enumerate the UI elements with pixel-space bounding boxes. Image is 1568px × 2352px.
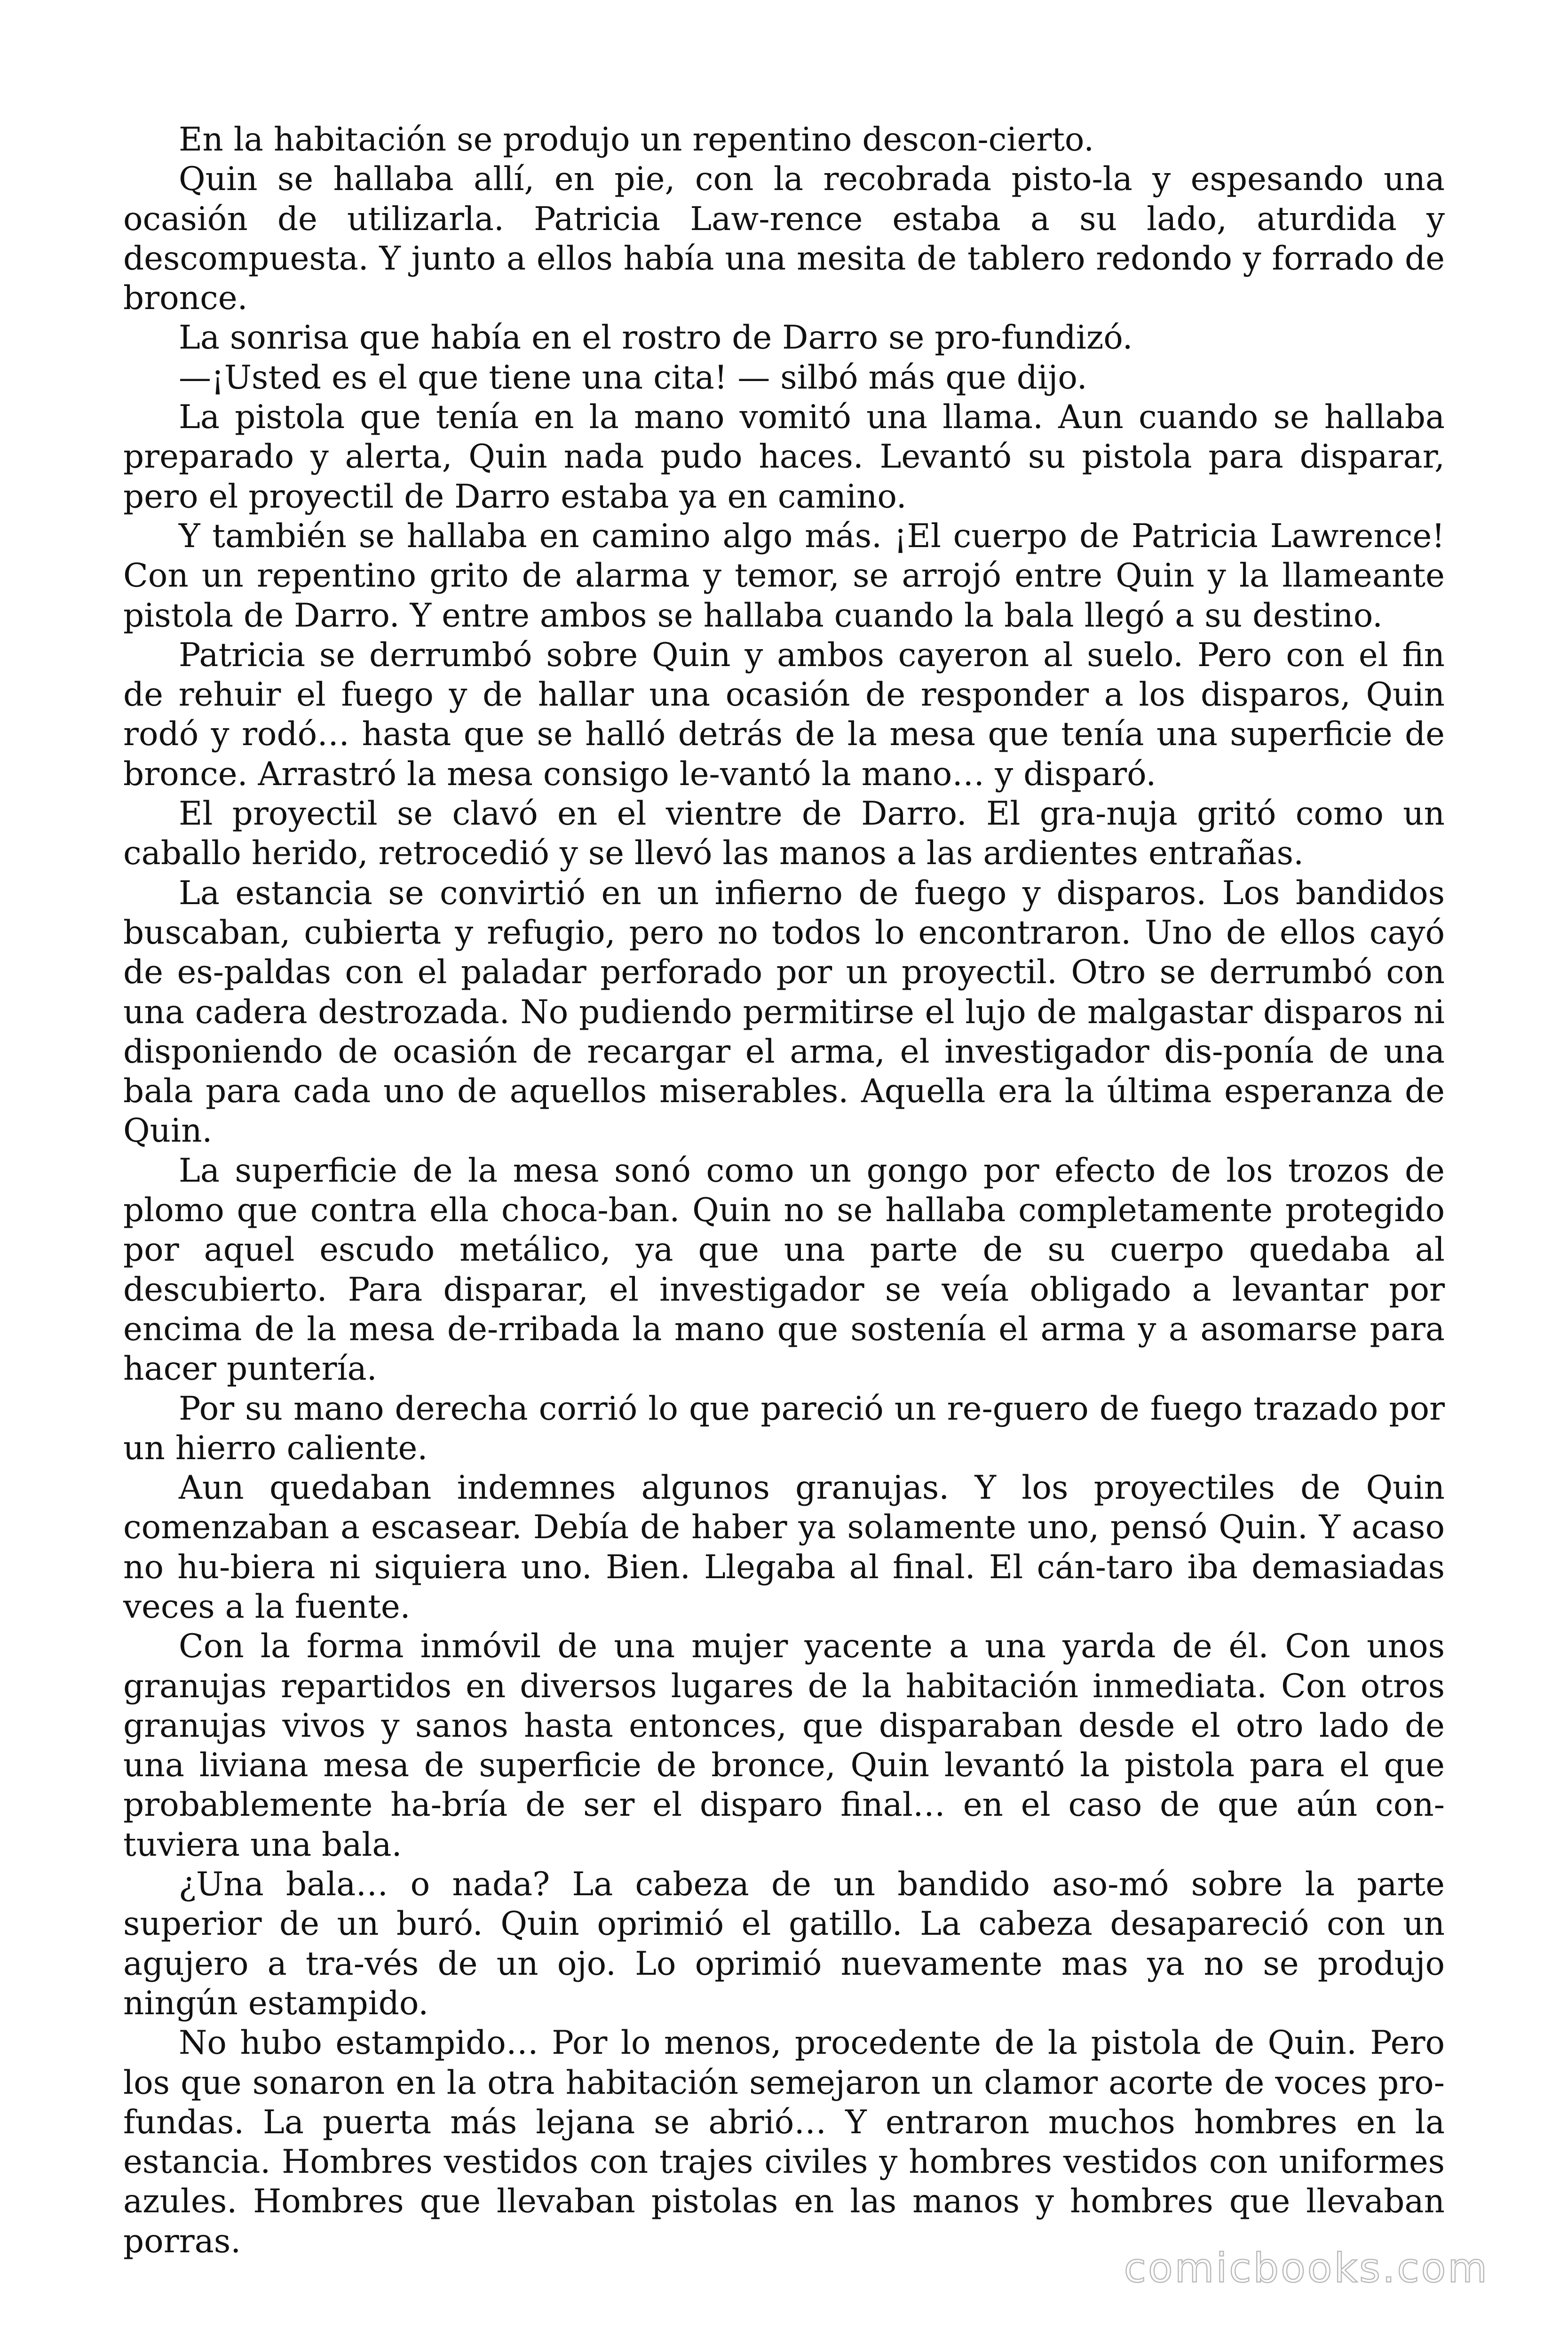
paragraph: Quin se hallaba allí, en pie, con la recobrada pisto-la y espesando una ocasión de utilizarla. Patricia Law-rence estaba a su lado, aturdida y descompuesta. Y junto a ellos había una mesita de tablero redondo y forrado de bronce. [123,160,1445,318]
paragraph: Por su mano derecha corrió lo que pareció un re-guero de fuego trazado por un hierro caliente. [123,1390,1445,1467]
paragraph: No hubo estampido… Por lo menos, procedente de la pistola de Quin. Pero los que sonaron en la otra habitación semejaron un clamor acorte de voces pro-fundas. La puerta más lejana se abrió… Y entraron muchos hombres en la estancia. Hombres vestidos con trajes civiles y hombres vestidos con uniformes azules. Hombres que llevaban pistolas en las manos y hombres que llevaban porras. [123,2024,1445,2260]
paragraph: Y también se hallaba en camino algo más. ¡El cuerpo de Patricia Lawrence! Con un repentino grito de alarma y temor, se arrojó entre Quin y la llameante pistola de Darro. Y entre ambos se hallaba cuando la bala llegó a su destino. [123,517,1445,635]
paragraph: La sonrisa que había en el rostro de Darro se pro-fundizó. [179,319,1133,357]
paragraph: La superficie de la mesa sonó como un gongo por efecto de los trozos de plomo que contra ella choca-ban. Quin no se hallaba completamente protegido por aquel escudo metálico, ya que una parte de su cuerpo quedaba al descubierto. Para disparar, el investigador se veía obligado a levantar por encima de la mesa de-rribada la mano que sostenía el arma y a asomarse para hacer puntería. [123,1152,1445,1388]
paragraph: —¡Usted es el que tiene una cita! — silbó más que dijo. [179,358,1087,397]
paragraph: Con la forma inmóvil de una mujer yacente a una yarda de él. Con unos granujas repartidos en diversos lugares de la habitación inmediata. Con otros granujas vivos y sanos hasta entonces, que disparaban desde el otro lado de una liviana mesa de superficie de bronce, Quin levantó la pistola para el que probablemente ha-bría de ser el disparo final… en el caso de que aún con-tuviera una bala. [123,1628,1445,1864]
page-body [123,120,1445,2261]
paragraph: La estancia se convirtió en un infierno de fuego y disparos. Los bandidos buscaban, cubierta y refugio, pero no todos lo encontraron. Uno de ellos cayó de es-paldas con el paladar perforado por un proyectil. Otro se derrumbó con una cadera destrozada. No pudiendo permitirse el lujo de malgastar disparos ni disponiendo de ocasión de recargar el arma, el investigador dis-ponía de una bala para cada uno de aquellos miserables. Aquella era la última esperanza de Quin. [123,874,1445,1150]
paragraph: La pistola que tenía en la mano vomitó una llama. Aun cuando se hallaba preparado y alerta, Quin nada pudo haces. Levantó su pistola para disparar, pero el proyectil de Darro estaba ya en camino. [123,398,1445,516]
paragraph: El proyectil se clavó en el vientre de Darro. El gra-nuja gritó como un caballo herido, retrocedió y se llevó las manos a las ardientes entrañas. [123,795,1445,873]
watermark: comicbooks.com [1124,2245,1489,2292]
paragraph: En la habitación se produjo un repentino descon-cierto. [179,121,1094,159]
paragraph: Patricia se derrumbó sobre Quin y ambos cayeron al suelo. Pero con el fin de rehuir el fuego y de hallar una ocasión de responder a los disparos, Quin rodó y rodó… hasta que se halló detrás de la mesa que tenía una superficie de bronce. Arrastró la mesa consigo le-vantó la mano… y disparó. [123,636,1445,793]
paragraph: ¿Una bala… o nada? La cabeza de un bandido aso-mó sobre la parte superior de un buró. Quin oprimió el gatillo. La cabeza desapareció con un agujero a tra-vés de un ojo. Lo oprimió nuevamente mas ya no se produjo ningún estampido. [123,1866,1445,2022]
paragraph: Aun quedaban indemnes algunos granujas. Y los proyectiles de Quin comenzaban a escasear. Debía de haber ya solamente uno, pensó Quin. Y acaso no hu-biera ni siquiera uno. Bien. Llegaba al final. El cán-taro iba demasiadas veces a la fuente. [123,1469,1445,1626]
